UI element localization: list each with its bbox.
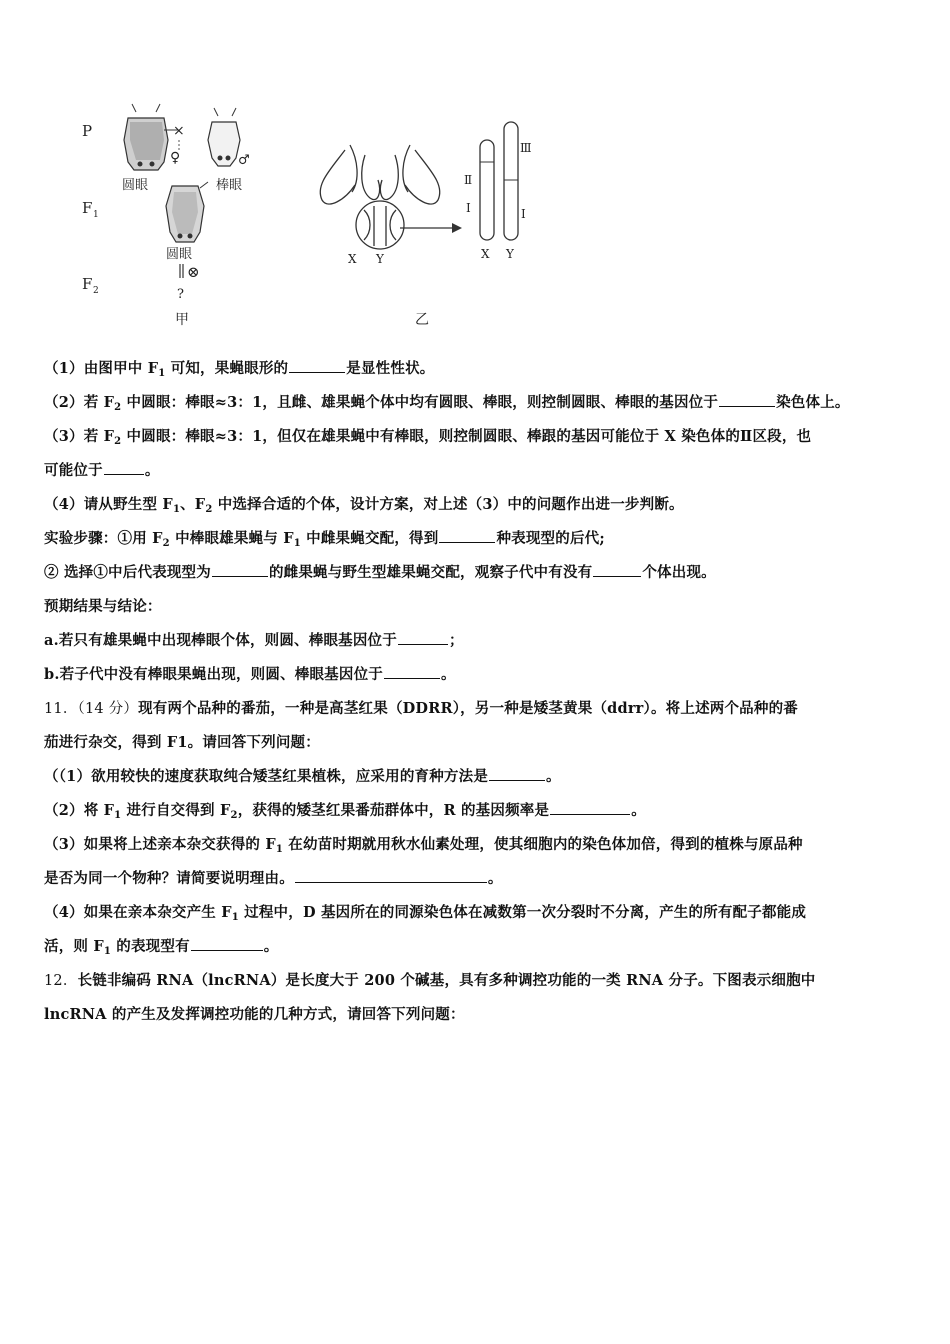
q3-line-cont: 可能位于 。 xyxy=(44,462,160,479)
answer-blank[interactable] xyxy=(719,392,775,407)
y-chromosome-label: Y xyxy=(506,247,514,261)
x-chromosome xyxy=(480,140,494,240)
genetics-figure xyxy=(60,100,580,335)
male-label: 棒眼 xyxy=(216,178,243,193)
q3-line: （3）若 $F_2$ 中圆眼：棒眼≈3：1，但仅在雄果蝇中有棒眼，则控制圆眼、棒跟的基因可能位于 X 染色体的Ⅱ区段，也 xyxy=(44,428,812,447)
x-chromosome-label: X xyxy=(481,247,490,261)
label-f2-sub: 2 xyxy=(93,286,99,296)
answer-blank[interactable] xyxy=(489,766,545,781)
caption-yi: 乙 xyxy=(415,312,429,328)
q11-part2: （2）将 $F_1$ 进行自交得到 $F_2$，获得的矮茎红果番茄群体中，R 的基因频率是 。 xyxy=(44,802,646,821)
q11-part4: （4）如果在亲本杂交产生 $F_1$ 过程中，D 基因所在的同源染色体在减数第一次分裂时不分离，产生的所有配子都能成 xyxy=(44,904,807,923)
f2-question: ? xyxy=(177,287,184,302)
selfcross-symbol: ⊗ xyxy=(187,263,200,281)
male-fly-drawing xyxy=(208,108,240,166)
figure-svg xyxy=(60,100,580,335)
q11-part1: （（1）欲用较快的速度获取纯合矮茎红果植株，应采用的育种方法是 。 xyxy=(44,768,561,785)
label-p: P xyxy=(82,122,93,140)
q11-part3-cont: 是否为同一个物种？请简要说明理由。 。 xyxy=(44,870,503,887)
y-chromosome xyxy=(504,122,518,240)
result-b: b.若子代中没有棒眼果蝇出现，则圆、棒眼基因位于 。 xyxy=(44,666,456,683)
answer-blank[interactable] xyxy=(212,562,268,577)
pair-y-label: Y xyxy=(376,252,384,266)
answer-blank[interactable] xyxy=(191,936,263,951)
answer-blank[interactable] xyxy=(550,800,630,815)
y-region-iii: Ⅲ xyxy=(520,141,532,155)
chromosome-pairing-drawing xyxy=(320,145,440,249)
experiment-step-2: ② 选择①中后代表现型为 的雌果蝇与野生型雄果蝇交配，观察子代中有没有 个体出现。 xyxy=(44,564,716,581)
caption-jia: 甲 xyxy=(175,312,189,328)
answer-blank[interactable] xyxy=(295,868,487,883)
y-region-i: Ⅰ xyxy=(521,207,526,221)
result-a: a.若只有雄果蝇中出现棒眼个体，则圆、棒眼基因位于 ； xyxy=(44,632,464,649)
f1-label: 圆眼 xyxy=(166,247,193,262)
label-f2: F xyxy=(82,275,93,293)
q4-line: （4）请从野生型 $F_1$、$F_2$ 中选择合适的个体，设计方案，对上述（3）中的问题作出进一步判断。 xyxy=(44,496,684,515)
label-f1: F xyxy=(82,199,93,217)
answer-blank[interactable] xyxy=(104,460,144,475)
question-text xyxy=(44,352,924,1032)
cross-symbol: × xyxy=(173,123,185,139)
male-symbol: ♂ xyxy=(238,153,250,168)
q11-intro-cont: 茄进行杂交，得到 F1。请回答下列问题： xyxy=(44,734,320,751)
f1-fly-drawing xyxy=(166,182,208,242)
q11-part3: （3）如果将上述亲本杂交获得的 $F_1$ 在幼苗时期就用秋水仙素处理，使其细胞内的染色体加倍，得到的植株与原品种 xyxy=(44,836,803,855)
answer-blank[interactable] xyxy=(593,562,641,577)
q2-line: （2）若 $F_2$ 中圆眼：棒眼≈3：1，且雌、雄果蝇个体中均有圆眼、棒眼，则控制圆眼、棒眼的基因位于 染色体上。 xyxy=(44,394,850,413)
q12-intro: 12．长链非编码 RNA（lncRNA）是长度大于 200 个碱基，具有多种调控功能的一类 RNA 分子。下图表示细胞中 xyxy=(44,972,816,989)
answer-blank[interactable] xyxy=(384,664,440,679)
expected-results-heading: 预期结果与结论： xyxy=(44,598,162,615)
answer-blank[interactable] xyxy=(439,528,495,543)
q1-line: （1）由图甲中 $F_1$ 可知，果蝇眼形的 是显性性状。 xyxy=(44,360,435,379)
q11-part4-cont: 活，则 $F_1$ 的表现型有 。 xyxy=(44,938,279,957)
pair-x-label: X xyxy=(348,252,357,266)
answer-blank[interactable] xyxy=(289,358,345,373)
q11-intro: 11．（14 分）现有两个品种的番茄，一种是高茎红果（DDRR），另一种是矮茎黄果（ddrr）。将上述两个品种的番 xyxy=(44,700,798,717)
q12-intro-cont: lncRNA 的产生及发挥调控功能的几种方式，请回答下列问题： xyxy=(44,1006,465,1023)
female-symbol: ♀ xyxy=(170,150,181,166)
arrow-head xyxy=(452,223,462,233)
answer-blank[interactable] xyxy=(398,630,448,645)
x-region-ii: Ⅱ xyxy=(464,173,473,187)
x-region-i: Ⅰ xyxy=(466,201,471,215)
female-label: 圆眼 xyxy=(122,178,149,193)
label-f1-sub: 1 xyxy=(93,210,99,220)
experiment-step-1: 实验步骤：①用 $F_2$ 中棒眼雄果蝇与 $F_1$ 中雌果蝇交配，得到 种表现型的后代; xyxy=(44,530,605,549)
